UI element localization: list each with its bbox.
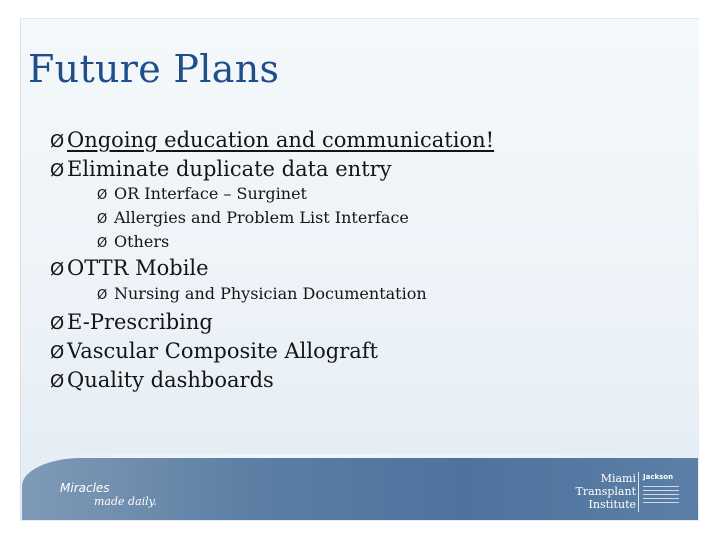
arrow-bullet-icon: Ø — [50, 371, 65, 392]
arrow-bullet-icon: Ø — [97, 288, 108, 303]
slide-title: Future Plans — [28, 47, 280, 91]
institute-name-line: Institute — [588, 498, 636, 511]
bullet-text: Allergies and Problem List Interface — [114, 208, 409, 227]
jackson-logo-text: Jackson — [643, 473, 674, 481]
sub-bullet-item — [97, 206, 409, 232]
tagline-line-1: Miracles — [60, 481, 110, 495]
bullet-text: E-Prescribing — [67, 310, 213, 334]
institute-name-line: Transplant — [575, 485, 636, 498]
sub-bullet-item — [97, 230, 169, 256]
bullet-item — [50, 155, 392, 185]
bullet-item — [50, 337, 378, 367]
institute-logo-text — [575, 472, 636, 511]
sub-bullet-item — [97, 182, 307, 208]
sub-bullet-item — [97, 282, 427, 308]
bullet-text: Ongoing education and communication! — [67, 128, 495, 152]
arrow-bullet-icon: Ø — [97, 188, 108, 203]
arrow-bullet-icon: Ø — [50, 160, 65, 181]
tagline-line-2: made daily. — [94, 495, 157, 508]
bullet-text: OR Interface – Surginet — [114, 184, 307, 203]
jackson-logo — [643, 473, 673, 482]
bullet-text: Quality dashboards — [67, 368, 274, 392]
bullet-text: OTTR Mobile — [67, 256, 209, 280]
arrow-bullet-icon: Ø — [97, 236, 108, 251]
arrow-bullet-icon: Ø — [50, 342, 65, 363]
bullet-text: Nursing and Physician Documentation — [114, 284, 427, 303]
institute-name-line: Miami — [600, 472, 636, 485]
bullet-item — [50, 366, 274, 396]
bullet-item — [50, 254, 209, 284]
arrow-bullet-icon: Ø — [50, 313, 65, 334]
arrow-bullet-icon: Ø — [50, 259, 65, 280]
logo-fine-print — [643, 486, 679, 506]
bullet-text: Others — [114, 232, 170, 251]
bullet-item — [50, 126, 494, 156]
arrow-bullet-icon: Ø — [97, 212, 108, 227]
bullet-text: Vascular Composite Allograft — [67, 339, 378, 363]
miracles-tagline-logo — [60, 481, 157, 509]
logo-divider — [638, 472, 639, 512]
arrow-bullet-icon: Ø — [50, 131, 65, 152]
bullet-text: Eliminate duplicate data entry — [67, 157, 392, 181]
bullet-item — [50, 308, 213, 338]
